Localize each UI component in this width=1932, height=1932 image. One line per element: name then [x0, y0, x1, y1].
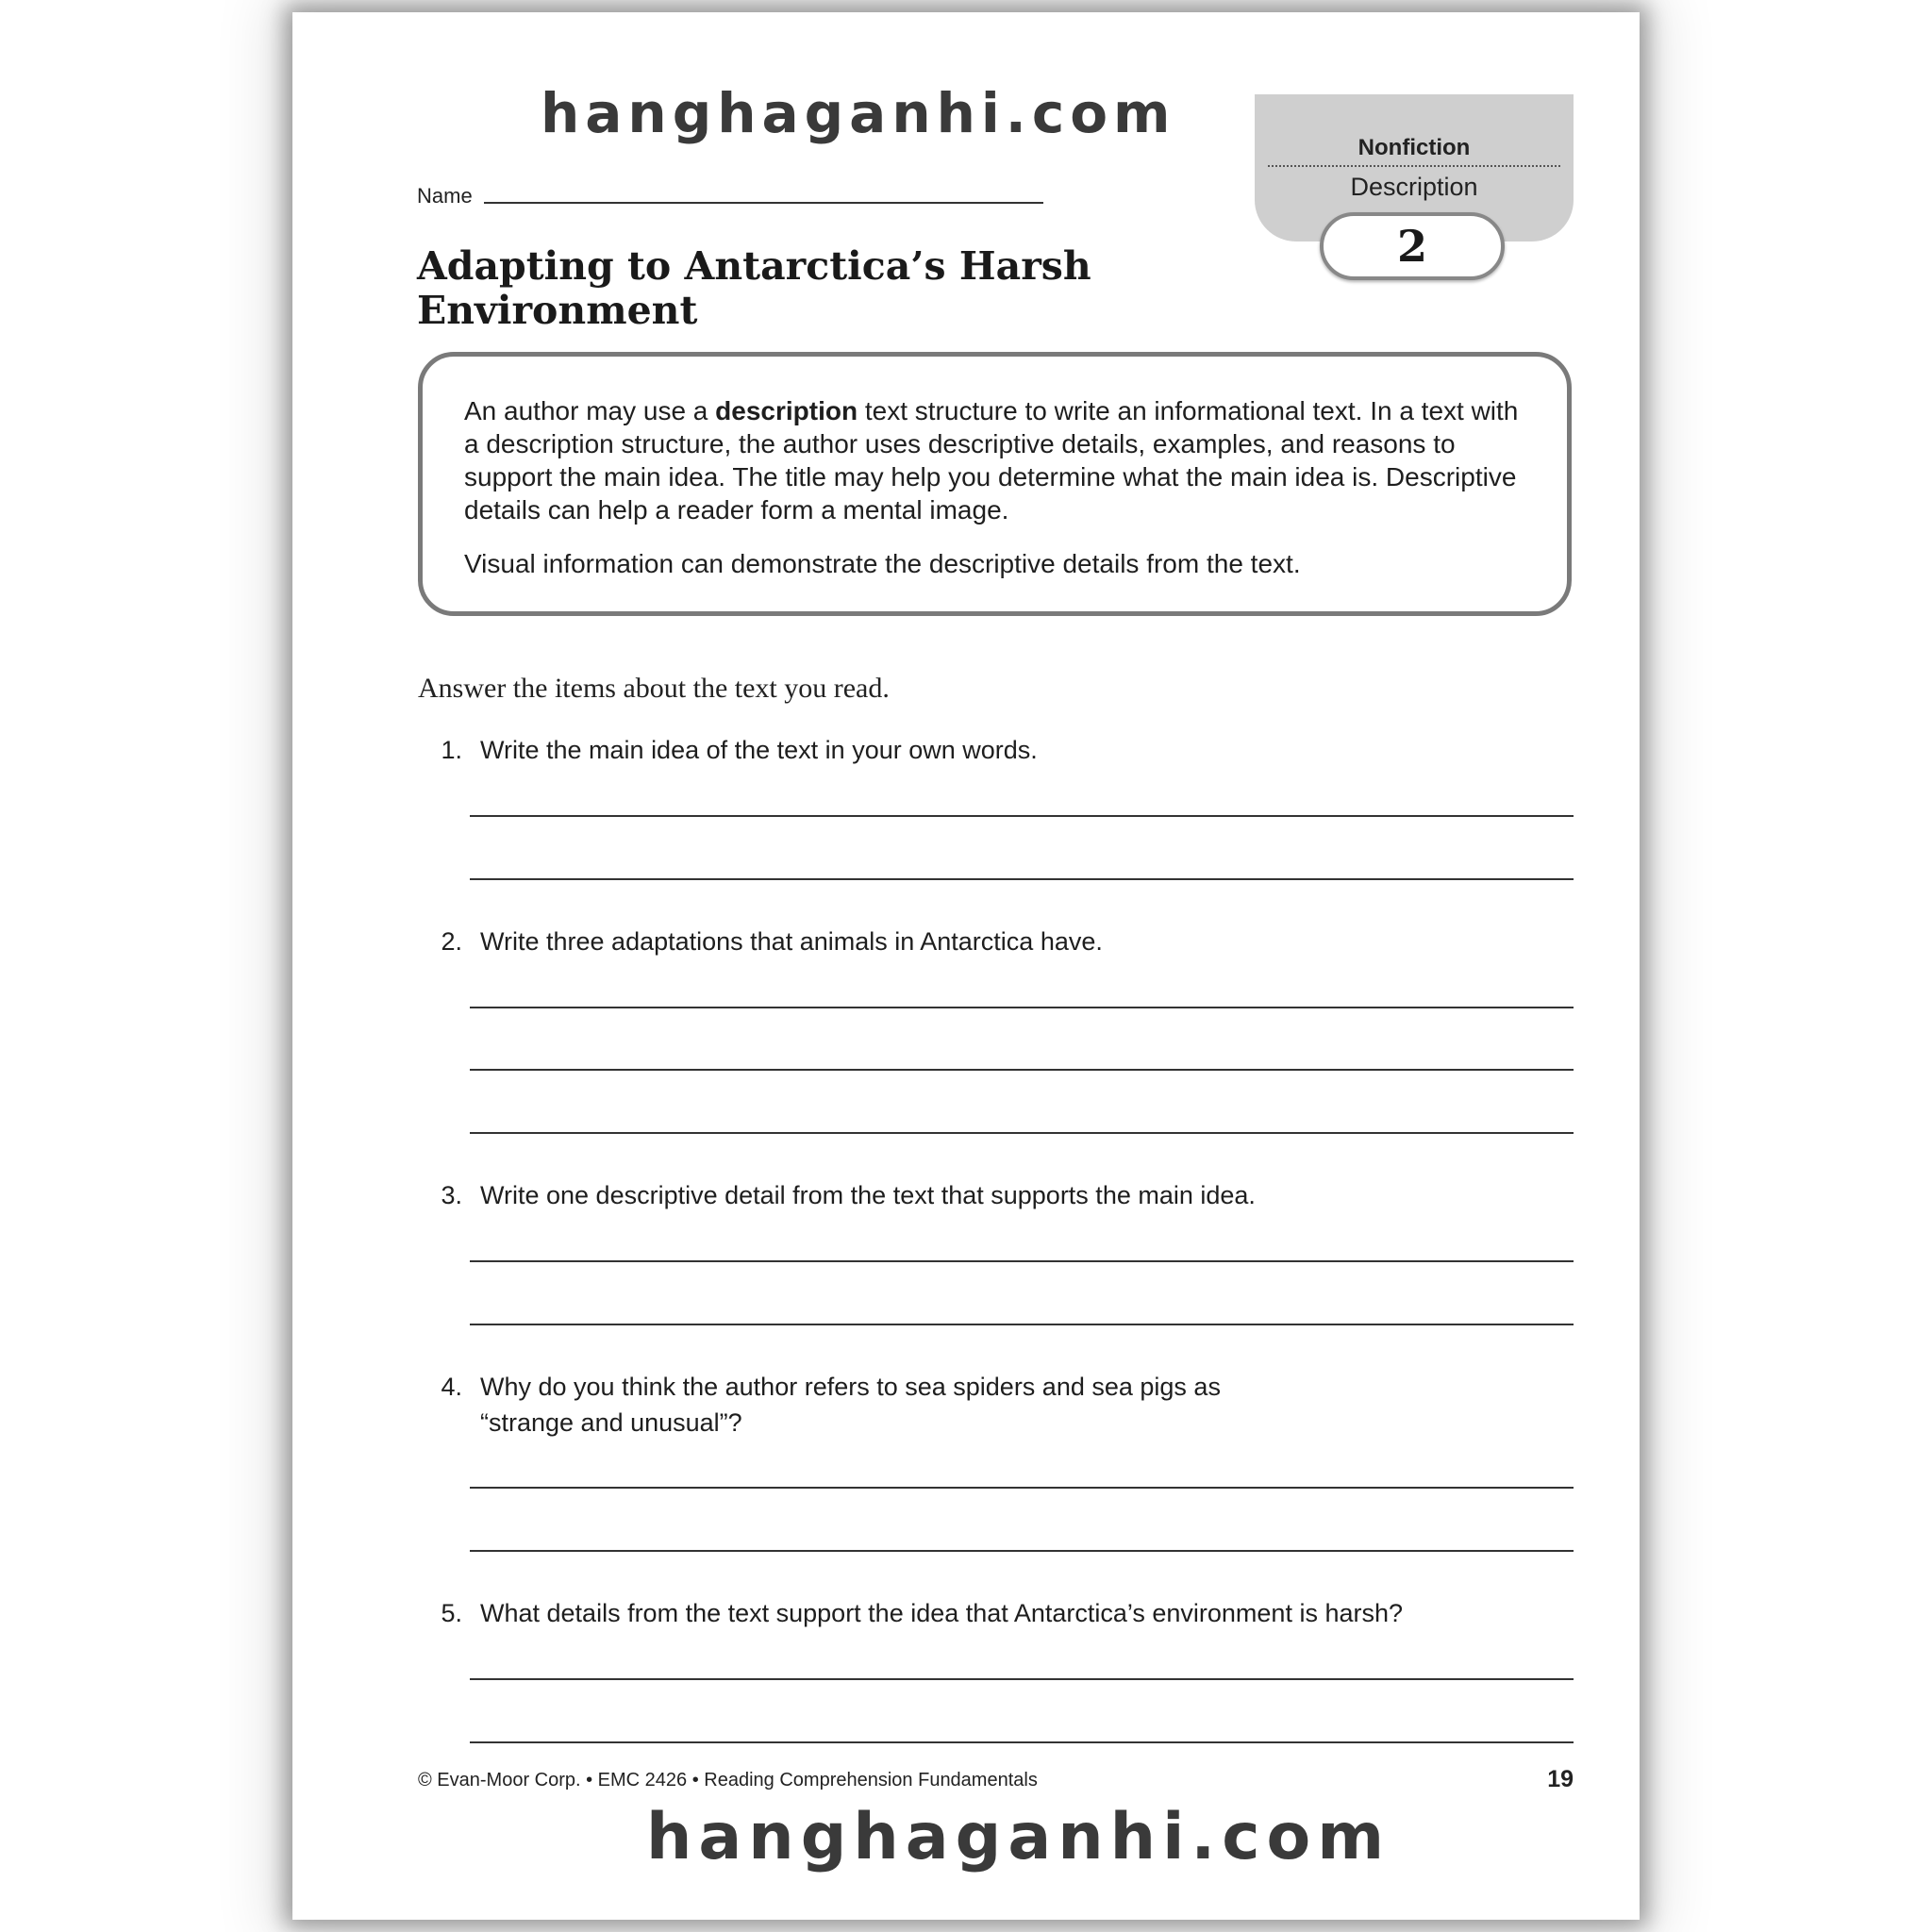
instructions: Answer the items about the text you read.: [418, 673, 890, 704]
question-number: 3.: [441, 1181, 462, 1209]
question-text: Write three adaptations that animals in Antarctica have.: [480, 927, 1103, 956]
question-number: 1.: [441, 736, 462, 764]
name-label: Name: [417, 184, 473, 208]
answer-line[interactable]: [470, 1324, 1574, 1325]
answer-line[interactable]: [470, 1741, 1574, 1743]
question-text: Write the main idea of the text in your own words.: [480, 736, 1038, 764]
footer-credit: © Evan-Moor Corp. • EMC 2426 • Reading Comprehension Fundamentals: [418, 1770, 1038, 1790]
info-paragraph-2: Visual information can demonstrate the descriptive details from the text.: [464, 549, 1301, 578]
tab-divider: [1268, 165, 1560, 167]
answer-line[interactable]: [470, 1007, 1574, 1008]
answer-line[interactable]: [470, 1132, 1574, 1134]
watermark-bottom: hanghaganhi.com: [646, 1800, 1391, 1874]
info-keyword: description: [715, 396, 858, 425]
genre-label: Nonfiction: [1357, 135, 1471, 160]
worksheet-page: [292, 12, 1640, 1920]
answer-line[interactable]: [470, 1550, 1574, 1552]
question-text: Write one descriptive detail from the text that supports the main idea.: [480, 1181, 1256, 1209]
page-title: Adapting to Antarctica’s Harsh Environment: [417, 243, 1091, 333]
answer-line[interactable]: [470, 1678, 1574, 1680]
answer-line[interactable]: [470, 1069, 1574, 1071]
info-paragraph-1: [464, 394, 1525, 526]
question-number: 5.: [441, 1599, 462, 1627]
answer-line[interactable]: [470, 815, 1574, 817]
answer-line[interactable]: [470, 1487, 1574, 1489]
question-text: What details from the text support the idea that Antarctica’s environment is harsh?: [480, 1599, 1404, 1627]
unit-number-badge: 2: [1320, 212, 1505, 280]
info-text: An author may use a: [464, 396, 716, 425]
question-number: 2.: [441, 927, 462, 956]
name-answer-line[interactable]: [484, 202, 1043, 204]
info-text: text structure to write an informational text. In a text with a description structure, the author uses descriptive details, examples, and reasons to support the main idea. The title may help you determine what the main idea is. Descriptive details can help a reader form a mental image.: [464, 396, 1519, 525]
answer-line[interactable]: [470, 878, 1574, 880]
question-number: 4.: [441, 1373, 462, 1401]
page-number: 19: [1547, 1766, 1574, 1792]
info-box: [418, 352, 1572, 616]
watermark-top: hanghaganhi.com: [541, 81, 1176, 145]
answer-line[interactable]: [470, 1260, 1574, 1262]
question-text: Why do you think the author refers to sea spiders and sea pigs as “strange and unusual”?: [480, 1373, 1221, 1437]
skill-label: Description: [1350, 173, 1478, 201]
